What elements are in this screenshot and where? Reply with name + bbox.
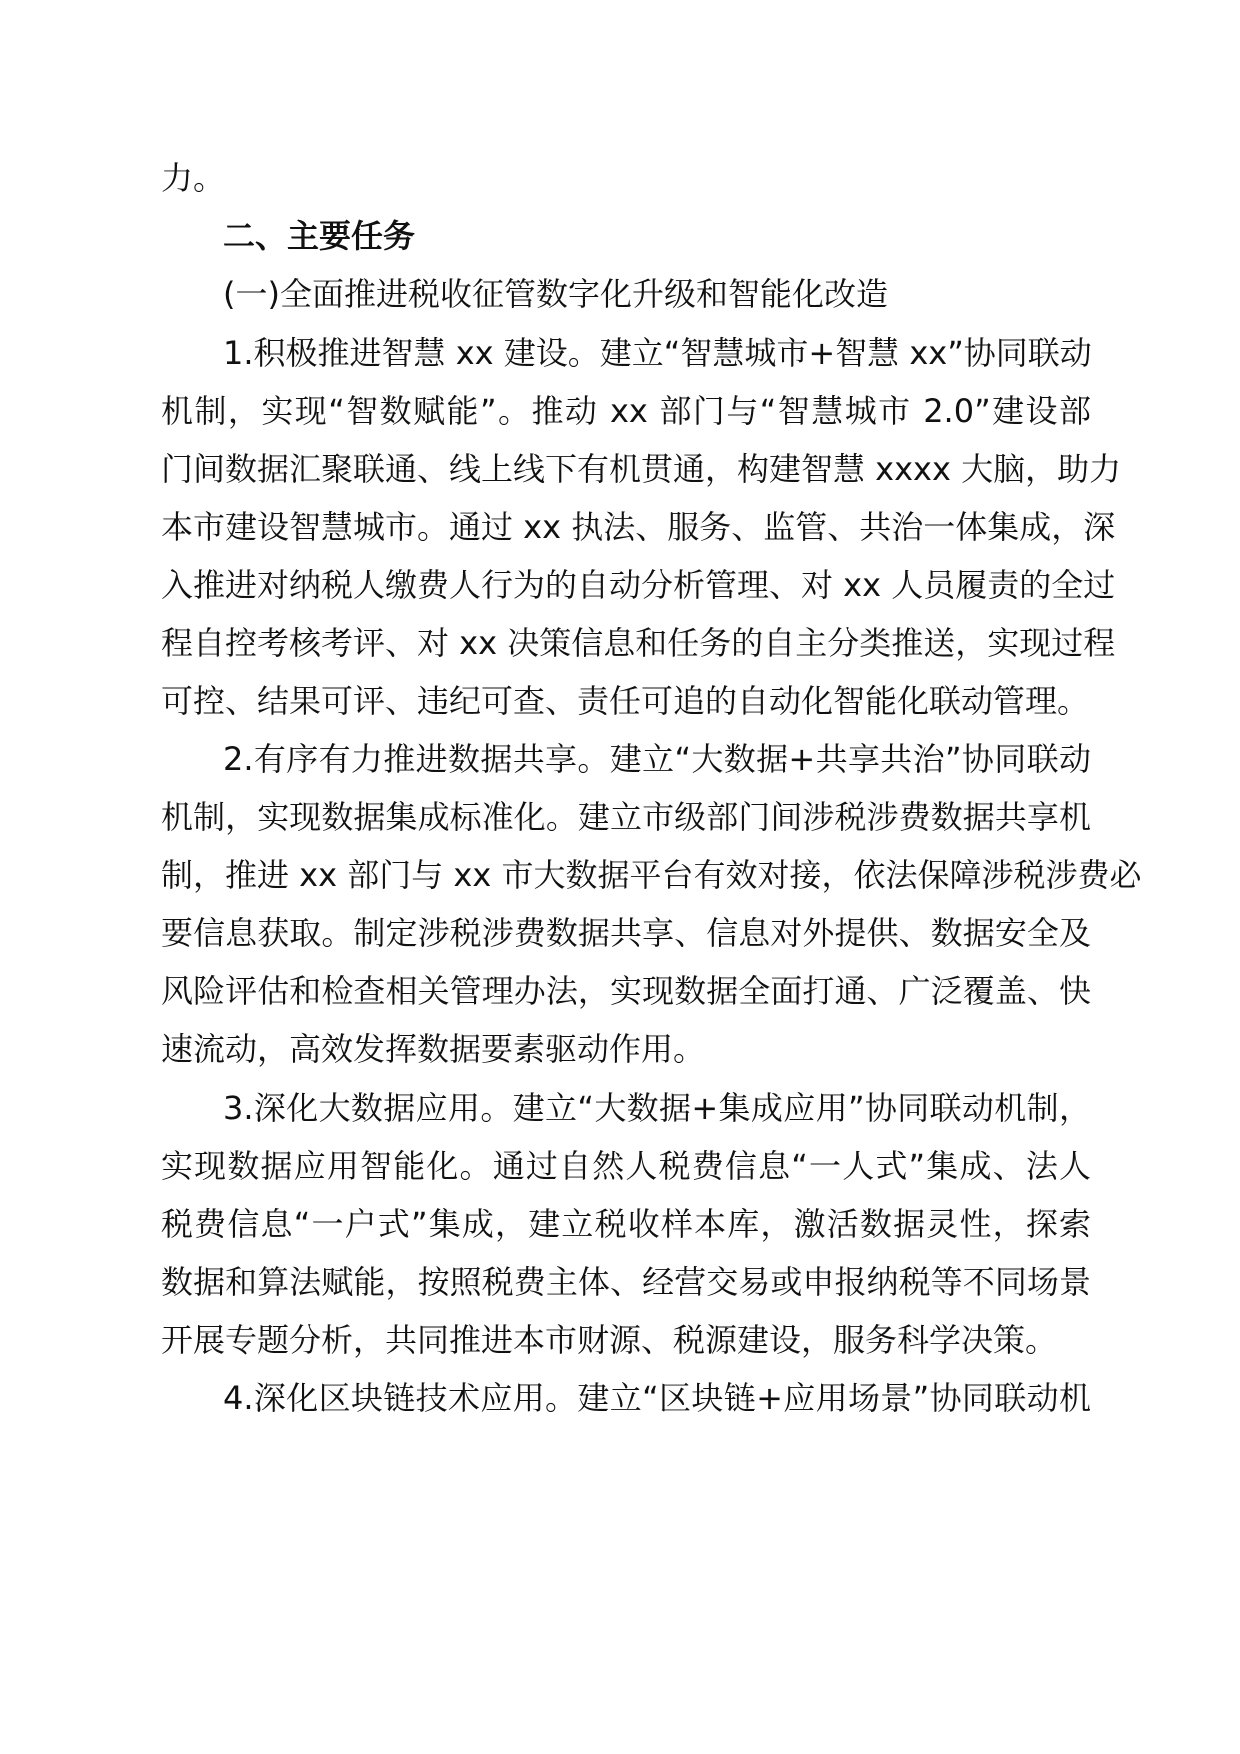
paragraph-2-line-3: 制，推进 xx 部门与 xx 市大数据平台有效对接，依法保障涉税涉费必 xyxy=(161,856,1142,894)
text-line-continuation: 力。 xyxy=(161,159,226,197)
paragraph-3-line-5: 开展专题分析，共同推进本市财源、税源建设，服务科学决策。 xyxy=(161,1321,1058,1359)
paragraph-3-line-2: 实现数据应用智能化。通过自然人税费信息“一人式”集成、法人 xyxy=(161,1147,1091,1185)
paragraph-1-line-2: 机制，实现“智数赋能”。推动 xx 部门与“智慧城市 2.0”建设部 xyxy=(161,392,1091,430)
paragraph-4-line-1: 4.深化区块链技术应用。建立“区块链+应用场景”协同联动机 xyxy=(223,1379,1091,1417)
paragraph-2-line-6: 速流动，高效发挥数据要素驱动作用。 xyxy=(161,1030,706,1068)
paragraph-3-line-4: 数据和算法赋能，按照税费主体、经营交易或申报纳税等不同场景 xyxy=(161,1263,1091,1301)
paragraph-1-line-3: 门间数据汇聚联通、线上线下有机贯通，构建智慧 xxxx 大脑，助力 xyxy=(161,450,1122,488)
paragraph-1-line-4: 本市建设智慧城市。通过 xx 执法、服务、监管、共治一体集成，深 xyxy=(161,508,1116,546)
paragraph-1-line-7: 可控、结果可评、违纪可查、责任可追的自动化智能化联动管理。 xyxy=(161,682,1090,720)
paragraph-1-line-1: 1.积极推进智慧 xx 建设。建立“智慧城市+智慧 xx”协同联动 xyxy=(223,334,1092,372)
paragraph-1-line-5: 入推进对纳税人缴费人行为的自动分析管理、对 xx 人员履责的全过 xyxy=(161,566,1116,604)
section-heading: 二、主要任务 xyxy=(223,217,416,255)
paragraph-2-line-5: 风险评估和检查相关管理办法，实现数据全面打通、广泛覆盖、快 xyxy=(161,972,1091,1010)
paragraph-2-line-2: 机制，实现数据集成标准化。建立市级部门间涉税涉费数据共享机 xyxy=(161,798,1091,836)
paragraph-3-line-3: 税费信息“一户式”集成，建立税收样本库，激活数据灵性，探索 xyxy=(161,1205,1091,1243)
paragraph-2-line-4: 要信息获取。制定涉税涉费数据共享、信息对外提供、数据安全及 xyxy=(161,914,1091,952)
paragraph-2-line-1: 2.有序有力推进数据共享。建立“大数据+共享共治”协同联动 xyxy=(223,740,1091,778)
subsection-heading: (一)全面推进税收征管数字化升级和智能化改造 xyxy=(223,275,888,313)
paragraph-1-line-6: 程自控考核考评、对 xx 决策信息和任务的自主分类推送，实现过程 xyxy=(161,624,1116,662)
paragraph-3-line-1: 3.深化大数据应用。建立“大数据+集成应用”协同联动机制， xyxy=(223,1089,1091,1127)
